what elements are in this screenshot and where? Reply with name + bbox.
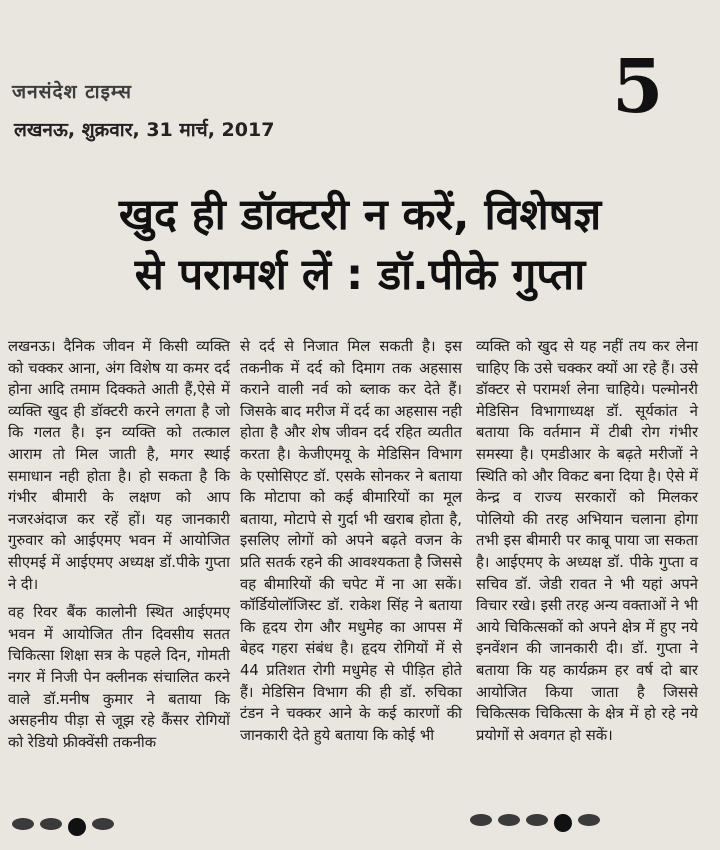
- headline-line-1: खुद ही डॉक्टरी न करें, विशेषज्ञ: [118, 190, 602, 240]
- decorative-dots-right: [470, 814, 600, 832]
- paragraph: से दर्द से निजात मिल सकती है। इस तकनीक में दर्द को दिमाग तक अहसास कराने वाली नर्व को ब्लाक कर देते हैं। जिसके बाद मरीज में दर्द का अहसास नही होता है और शेष जीवन दर्द रहित व्यतीत करता है। केजीएमयू के मेडिसिन विभाग के एसोसिएट डॉ. एसके सोनकर ने बताया कि मोटापा को कई बीमारियों का मूल बताया, मोटापे से गुर्दा भी खराब होता है, इसलिए लोगों को अपने बढ़ते वजन के प्रति सतर्क रहने की आवश्यकता है जिससे वह बीमारियों की चपेट में ना आ सकें। कॉर्डियोलॉजिस्ट डॉ. राकेश सिंह ने बताया कि हृदय रोग और मधुमेह का आपस में बेहद गहरा संबंध है। हृदय रोगियों में से 44 प्रतिशत रोगी मधुमेह से पीड़ित होते हैं। मेडिसिन विभाग की ही डॉ. रुचिका टंडन ने चक्कर आने के कई कारणों की जानकारी देते हुये बताया कि कोई भी: [240, 338, 462, 744]
- masthead: जनसंदेश टाइम्स: [12, 81, 132, 103]
- article-column-2: [240, 336, 462, 753]
- headline-line-2: से परामर्श लें : डॉ.पीके गुप्ता: [134, 250, 586, 300]
- article-column-1: [8, 336, 230, 760]
- paragraph: वह रिवर बैंक कालोनी स्थित आईएमए भवन में आयोजित तीन दिवसीय सतत चिकित्सा शिक्षा सत्र के पहले दिन, गोमती नगर में निजी पेन क्लीनक संचालित करने वाले डॉ.मनीष कुमार ने बताया कि असहनीय पीड़ा से जूझ रहे कैंसर रोगियों को रेडियो फ्रीक्वेंसी तकनीक: [8, 604, 230, 751]
- bleed-through-text: [420, 112, 720, 172]
- decorative-dots-left: [12, 818, 114, 836]
- article-body: [8, 336, 710, 806]
- paragraph: व्यक्ति को खुद से यह नहीं तय कर लेना चाहिए कि उसे चक्कर क्यों आ रहे हैं। उसे डॉक्टर से परामर्श लेना चाहिये। पल्मोनरी मेडिसिन विभागाध्यक्ष डॉ. सूर्यकांत ने बताया कि वर्तमान में टीबी रोग गंभीर समस्या है। एमडीआर के बढ़ते मरीजों ने स्थिति को और विकट बना दिया है। ऐसे में केन्द्र व राज्य सरकारों को मिलकर पोलियो की तरह अभियान चलाना होगा तभी इस बीमारी पर काबू पाया जा सकता है। आईएमए के अध्यक्ष डॉ. पीके गुप्ता व सचिव डॉ. जेडी रावत ने भी यहां अपने विचार रखे। इसी तरह अन्य वक्ताओं ने भी आये चिकित्सकों को अपने क्षेत्र में हुए नये इनवेंशन की जानकारी दी। डॉ. गुप्ता ने बताया कि यह कार्यक्रम हर वर्ष दो बार आयोजित किया जाता है जिससे चिकित्सक चिकित्सा के क्षेत्र में हो रहे नये प्रयोगों से अवगत हो सकें।: [476, 338, 698, 744]
- paragraph: लखनऊ। दैनिक जीवन में किसी व्यक्ति को चक्कर आना, अंग विशेष या कमर दर्द होना आदि तमाम दिक्कते आती हैं,ऐसे में व्यक्ति खुद ही डॉक्टरी करने लगता है जो कि गलत है। इन व्यक्ति को तत्काल आराम तो मिल जाती है, मगर स्थाई समाधान नही होता है। हो सकता है कि गंभीर बीमारी के लक्षण को आप नजरअंदाज कर रहें हों। यह जानकारी गुरुवार को आईएमए भवन में आयोजित सीएमई में आईएमए अध्यक्ष डॉ.पीके गुप्ता ने दी।: [8, 338, 230, 593]
- headline: [0, 185, 720, 305]
- article-column-3: [476, 336, 698, 753]
- dateline: लखनऊ, शुक्रवार, 31 मार्च, 2017: [14, 119, 275, 141]
- page-number: 5: [612, 44, 664, 130]
